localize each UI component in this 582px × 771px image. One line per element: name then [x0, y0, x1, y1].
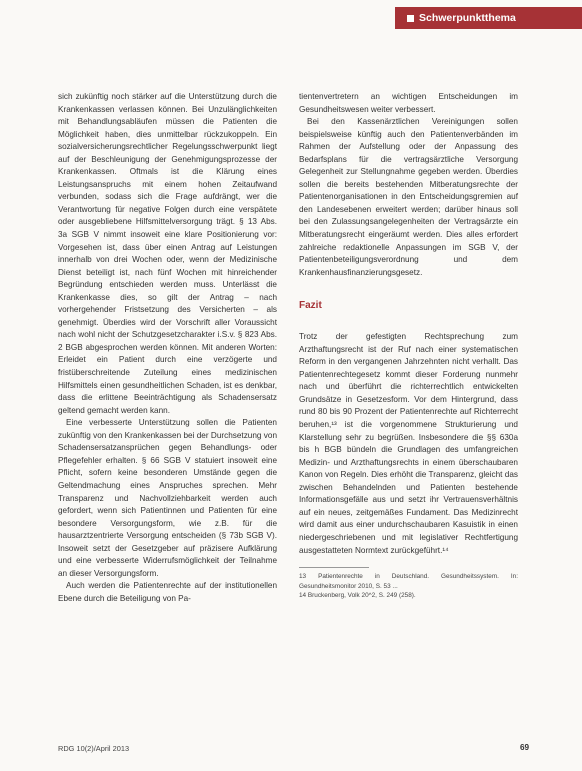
footnote-divider: [299, 567, 369, 568]
section-header-bar: [395, 7, 582, 29]
square-bullet-icon: [407, 15, 414, 22]
left-column: [58, 91, 277, 605]
fazit-heading: Fazit: [299, 300, 322, 312]
right-paragraph-1: tientenvertretern an wichtigen Entscheidungen im Gesundheitswesen weiter verbessert.: [299, 92, 518, 114]
section-title: Schwerpunktthema: [419, 12, 516, 24]
left-paragraph-3: Auch werden die Patientenrechte auf der institutionellen Ebene durch die Beteiligung von Pa-: [58, 581, 277, 603]
footnote-14: 14 Bruckenberg, Volk 20^2, S. 249 (258).: [299, 592, 416, 600]
page-number: 69: [520, 743, 530, 752]
right-column: [299, 91, 518, 601]
journal-footer: RDG 10(2)/April 2013: [58, 744, 130, 753]
footnote-13: 13 Patientenrechte in Deutschland. Gesundheitssystem. In: Gesundheitsmonitor 2010, S. 53 ...: [299, 573, 518, 590]
right-paragraph-2: Bei den Kassenärztlichen Vereinigungen sollen beispielsweise künftig auch den Patientenverbänden im Rahmen der Aufstellung oder der Anpassung des Bedarfsplans für die vertragsärztliche Versorgung Gelegenheit zur Stellungnahme gegeben werden. Überdies sollen die bereits bestehenden Mitberatungsrechte der Patientenorganisationen in den Entscheidungsgremien auf den Landesebenen erweitert werden; darüber hinaus soll bei den Zulassungsangelegenheiten der Vertragsärzte ein Mitberatungsrecht eingeräumt werden. Dies alles erfordert zahlreiche redaktionelle Anpassungen im SGB V, der Patientenbeteiligungsverordnung und dem Krankenhausfinanzierungsgesetz.: [299, 117, 518, 277]
fazit-paragraph: Trotz der gefestigten Rechtsprechung zum Arzthaftungsrecht ist der Ruf nach einer systematischen Reform in den vergangenen Jahrzehnten nicht verhallt. Das Patientenrechtegesetz kommt dieser Forderung nunmehr nach und überführt die richterrechtlich entwickelten Grundsätze in Gesetzesform. Vor dem Hintergrund, dass rund 80 bis 90 Prozent der Patientenrechte auf Richterrecht beruhen,¹³ ist die vorgenommene Strukturierung und Klarstellung sehr zu begrüßen. Insbesondere die §§ 630a bis h BGB bündeln die Grundlagen des umfangreichen Medizin- und Arzthaftungsrechts in einem überschaubaren Kanon von Regeln. Dies erhöht die Transparenz, gleicht das zwischen Behandelnden und Patienten bestehende Informationsgefälle aus und setzt ihr Vertrauensverhältnis auf ein neues, zeitgemäßes Fundament. Das Medizinrecht wird damit aus einer undurchschaubaren Kasuistik in einen niedergeschriebenen und mit legislativer Rechtfertigung ausgestatteten Normtext zurückgeführt.¹⁴: [299, 332, 518, 555]
left-paragraph-2: Eine verbesserte Unterstützung sollen die Patienten zukünftig von den Krankenkassen bei der Durchsetzung von Schadensersatzansprüchen gegen Behandlungs- oder Pflegefehler erhalten. § 66 SGB V statuiert insoweit eine Pflicht, sofern keine besonderen Umstände gegen die Geltendmachung eines Anspruches sprechen. Mehr Transparenz und Nachvollziehbarkeit werden auch gefordert, wenn sich Patientinnen und Patienten für eine besondere Versorgungsform, wie z.B. für die hausarztzentrierte Versorgung entscheiden (§ 73b SGB V). Insoweit setzt der Gesetzgeber auf präzisere Aufklärung und eine verbesserte Widerrufsmöglichkeit der Teilnahme an dieser Versorgungsform.: [58, 418, 277, 578]
left-paragraph-1: sich zukünftig noch stärker auf die Unterstützung durch die Krankenkassen verlassen können. Bei Unzulänglichkeiten mit Behandlungsabläufen müssen die Patienten die Möglichkeit haben, dies unmittelbar rückzukoppeln. Ein sozialversicherungsrechtlicher Regelungsschwerpunkt liegt auf der Beschleunigung der Genehmigungsprozesse der Krankenkassen. Oftmals ist die Klärung eines Leistungsanspruchs mit einem hohen Zeitaufwand verbunden, sodass sich die Frage aufdrängt, wer die Verantwortung für negative Folgen durch eine verspätete oder ausgebliebene Hilfsmittelversorgung trägt. § 13 Abs. 3a SGB V nimmt insoweit eine klare Positionierung vor: Vorgesehen ist, dass über einen Antrag auf Leistungen innerhalb von drei Wochen oder, wenn der Medizinische Dienst beteiligt ist, nach fünf Wochen mit hinreichender Begründung entschieden werden muss. Unterlässt die Krankenkasse dies, so gilt der Antrag – nach vorhergehender Fristsetzung des Versicherten – als genehmigt. Überdies wird der Vorschrift aller Voraussicht nach wohl nicht der Schutzgesetzcharakter i.S.v. § 823 Abs. 2 BGB abgesprochen werden können. Mit anderen Worten: Erleidet ein Patient durch eine verzögerte und fristüberschreitende Zuteilung eines medizinischen Hilfsmittels einen gesundheitlichen Schaden, ist es denkbar, dass die erlittene Beeinträchtigung als Schadensersatz geltend gemacht werden kann.: [58, 92, 277, 415]
